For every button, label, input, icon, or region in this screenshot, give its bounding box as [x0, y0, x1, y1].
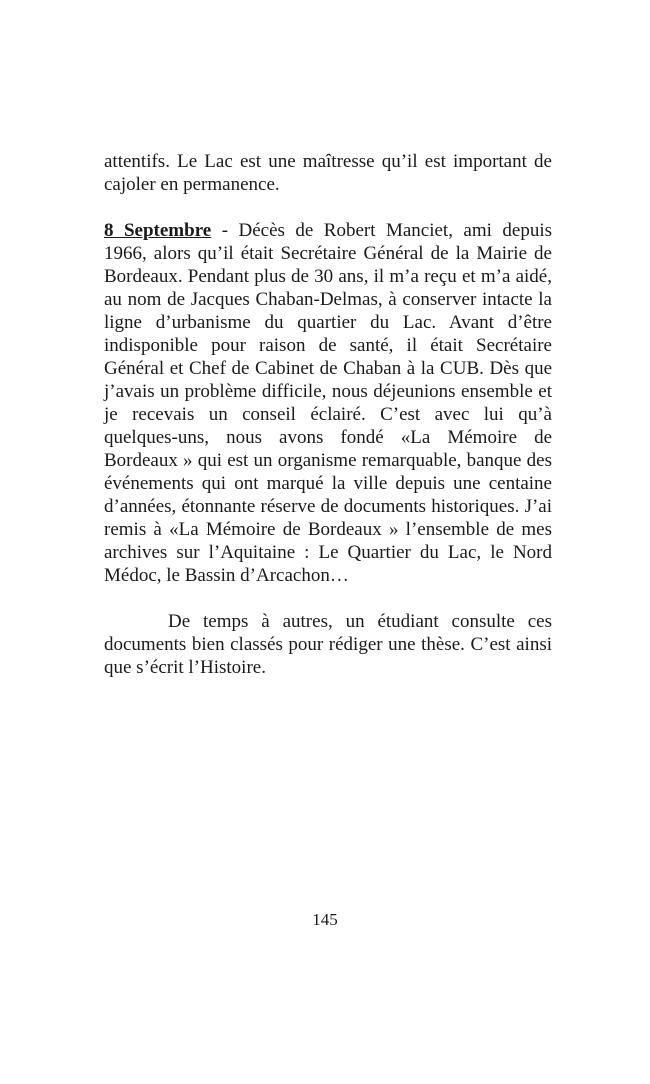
entry-date-heading: 8 Septembre: [104, 220, 212, 241]
entry-body-text: - Décès de Robert Manciet, ami depuis 1966, alors qu’il était Secrétaire Général de la Mairie de Bordeaux. Pendant plus de 30 ans, il m’a reçu et m’a aidé, au nom de Jacques Chaban-Delmas, à conserver intacte la ligne d’urbanisme du quartier du Lac. Avant d’être indisponible pour raison de santé, il était Secrétaire Général et Chef de Cabinet de Chaban à la CUB. Dès que j’avais un problème difficile, nous déjeunions ensemble et je recevais un conseil éclairé. C’est avec lui qu’à quelques-uns, nous avons fondé «La Mémoire de Bordeaux » qui est un organisme remarquable, banque des événements qui ont marqué la ville depuis une centaine d’années, étonnante réserve de documents historiques. J’ai remis à «La Mémoire de Bordeaux » l’ensemble de mes archives sur l’Aquitaine : Le Quartier du Lac, le Nord Médoc, le Bassin d’Arcachon…: [104, 220, 552, 586]
paragraph-closing: De temps à autres, un étudiant consulte ces documents bien classés pour rédiger une thèse. C’est ainsi que s’écrit l’Histoire.: [104, 611, 552, 678]
paragraph-continuation: attentifs. Le Lac est une maîtresse qu’il est important de cajoler en permanence.: [104, 151, 552, 195]
paragraph-diary-entry: [104, 219, 552, 587]
page-number: 145: [312, 910, 338, 929]
